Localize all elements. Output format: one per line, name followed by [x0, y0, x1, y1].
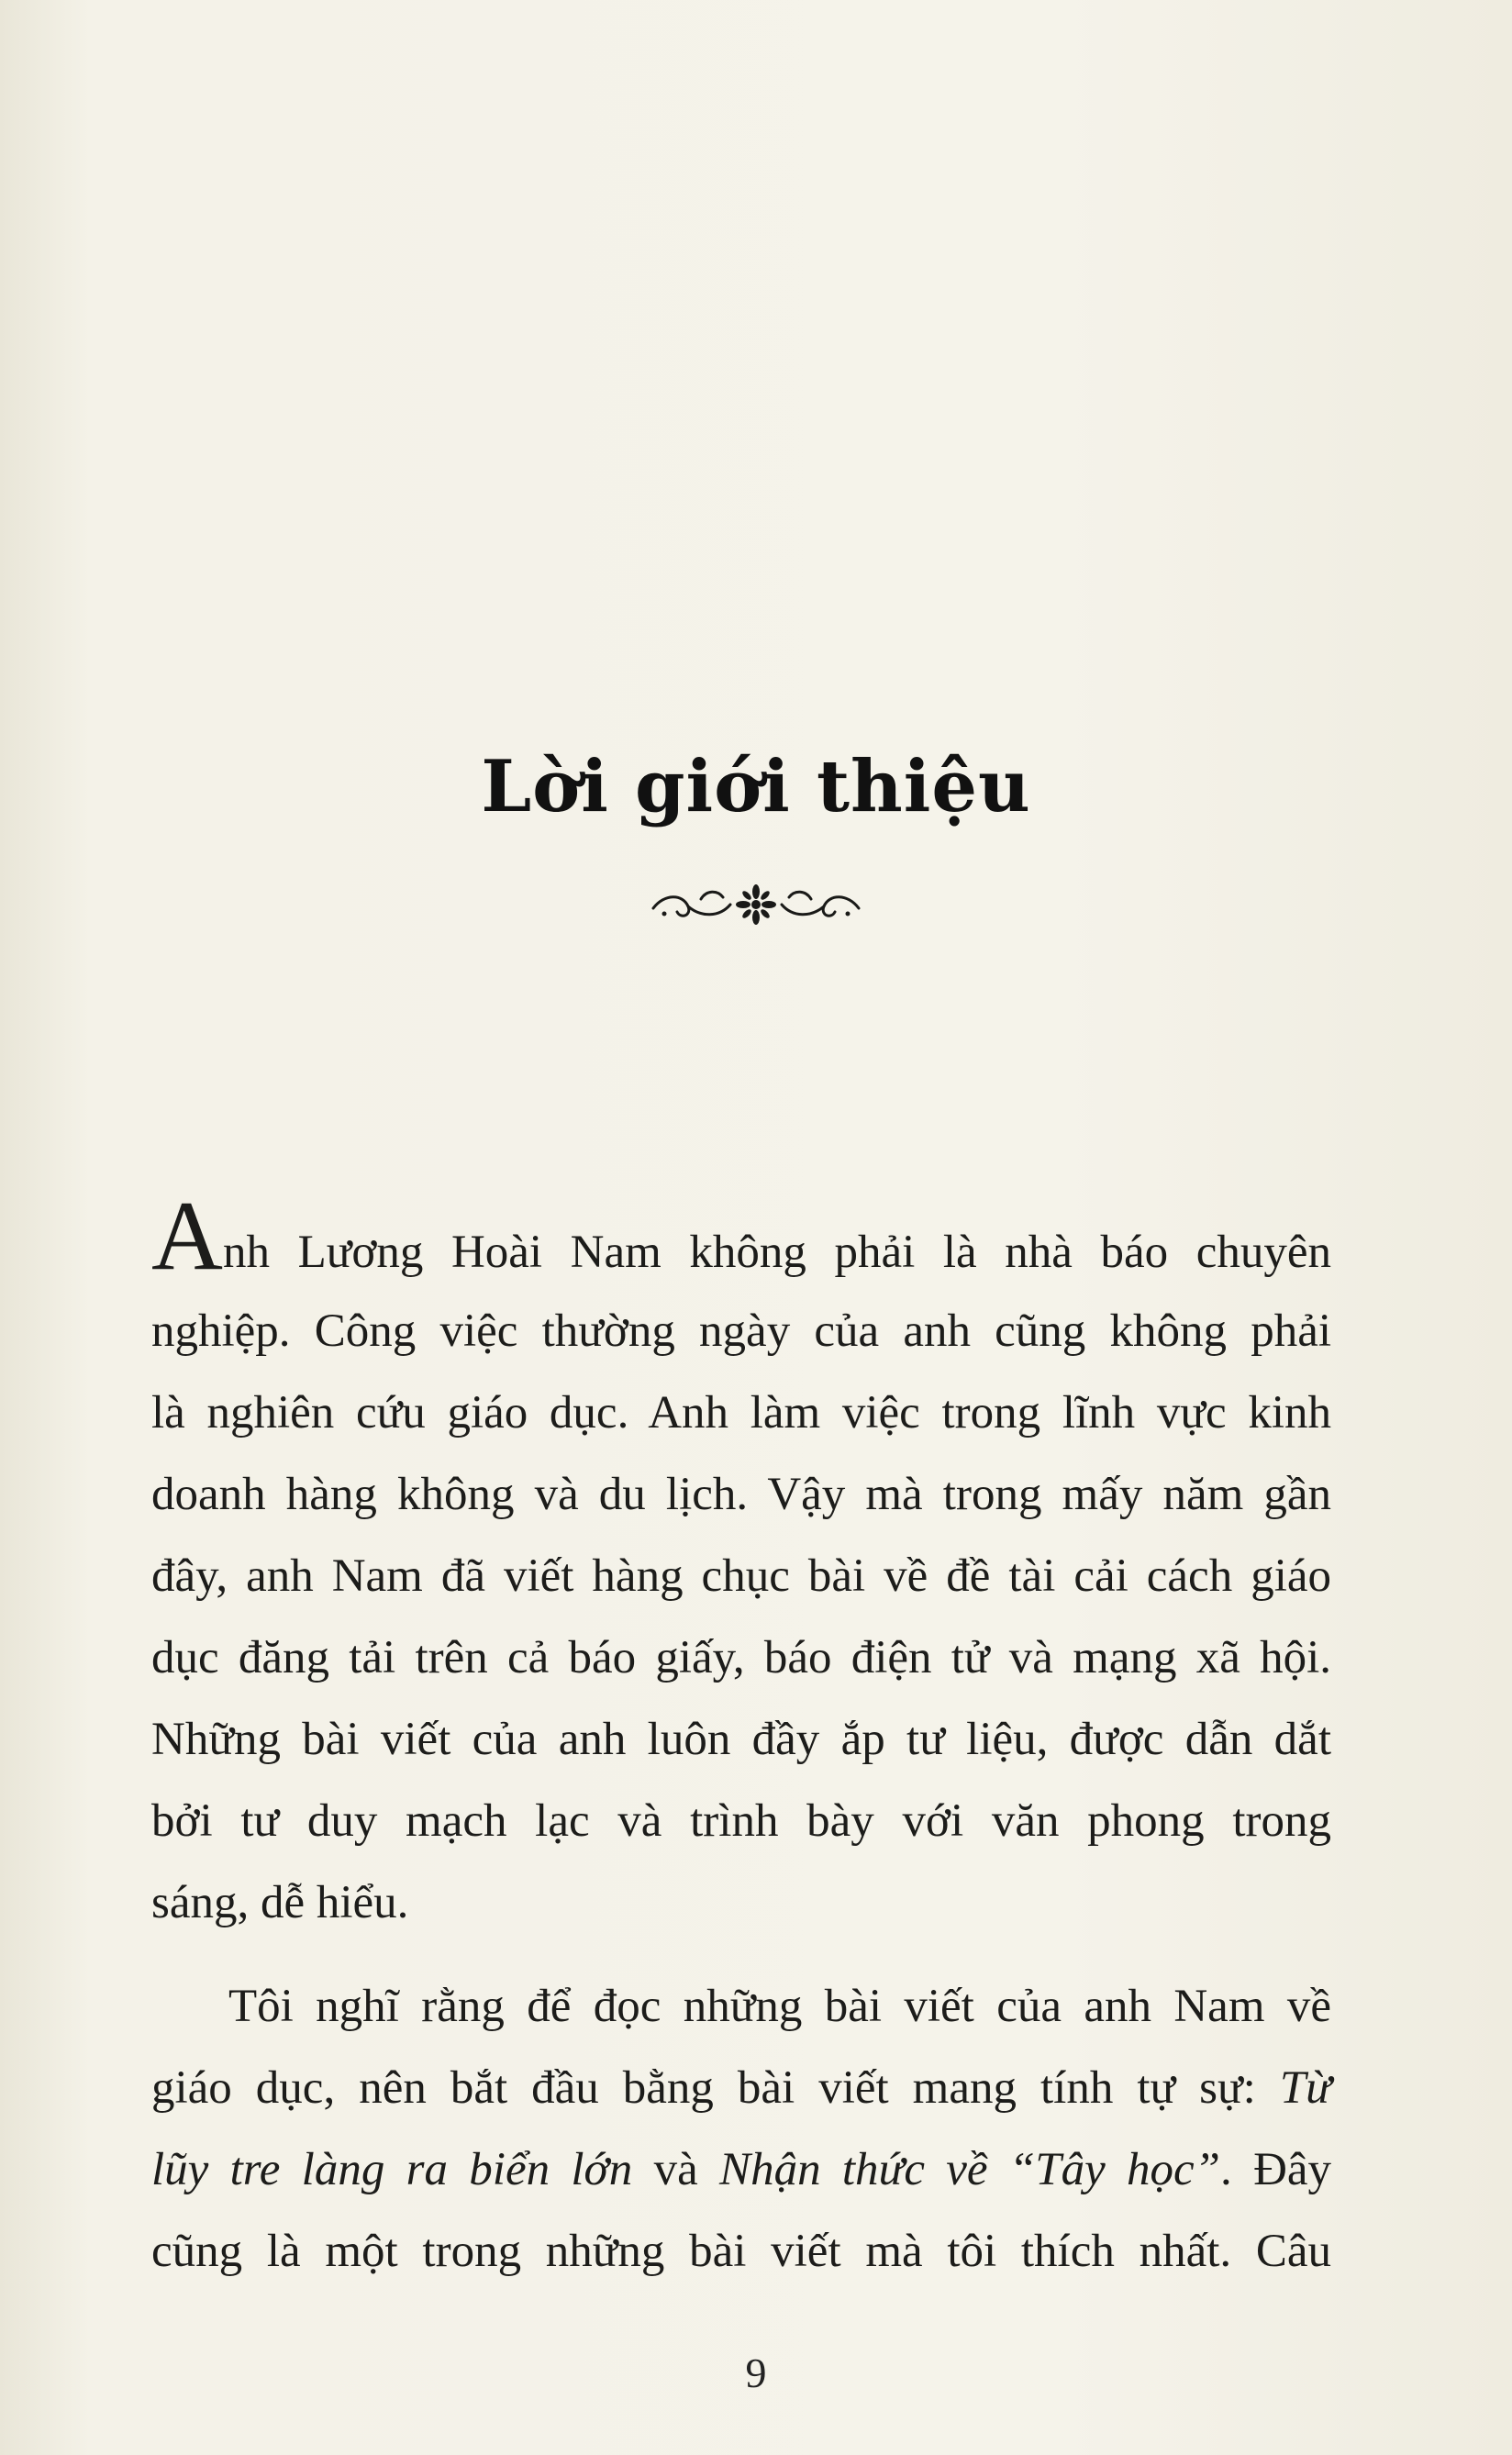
paragraph-2: [151, 1966, 1331, 2293]
paragraph-1: [151, 1182, 1331, 1944]
text-line: sáng, dễ hiểu.: [151, 1877, 409, 1928]
text-line: Anh Lương Hoài Nam không phải là nhà báo chuyên: [151, 1182, 1331, 1291]
text-line: dục đăng tải trên cả báo giấy, báo điện tử và mạng xã hội.: [151, 1632, 1331, 1683]
text-line: Những bài viết của anh luôn đầy ắp tư liệu, được dẫn dắt: [151, 1714, 1331, 1765]
body-text: [151, 1182, 1332, 2293]
text-line: là nghiên cứu giáo dục. Anh làm việc trong lĩnh vực kinh: [151, 1387, 1331, 1439]
text-line: giáo dục, nên bắt đầu bằng bài viết mang tính tự sự: Từ: [151, 2062, 1331, 2114]
page-number: 9: [745, 2349, 767, 2396]
text-line: lũy tre làng ra biển lớn và Nhận thức về “Tây học”. Đây: [151, 2144, 1332, 2195]
book-title-italic: Từ: [1279, 2062, 1331, 2114]
text-line: doanh hàng không và du lịch. Vậy mà trong mấy năm gần: [151, 1469, 1331, 1520]
text-line: bởi tư duy mạch lạc và trình bày với văn phong trong: [151, 1795, 1331, 1847]
chapter-title: Lời giới thiệu: [481, 745, 1031, 828]
book-title-italic: Nhận thức về “Tây học”: [719, 2144, 1221, 2195]
drop-cap: A: [151, 1182, 223, 1291]
text-line: cũng là một trong những bài viết mà tôi thích nhất. Câu: [151, 2226, 1331, 2277]
text-line: Tôi nghĩ rằng để đọc những bài viết của anh Nam về: [228, 1981, 1331, 2032]
book-title-italic: lũy tre làng ra biển lớn: [151, 2144, 633, 2195]
text-line: nghiệp. Công việc thường ngày của anh cũng không phải: [151, 1305, 1331, 1357]
floral-divider-icon: [646, 881, 866, 928]
text-line: đây, anh Nam đã viết hàng chục bài về đề tài cải cách giáo: [151, 1550, 1331, 1602]
